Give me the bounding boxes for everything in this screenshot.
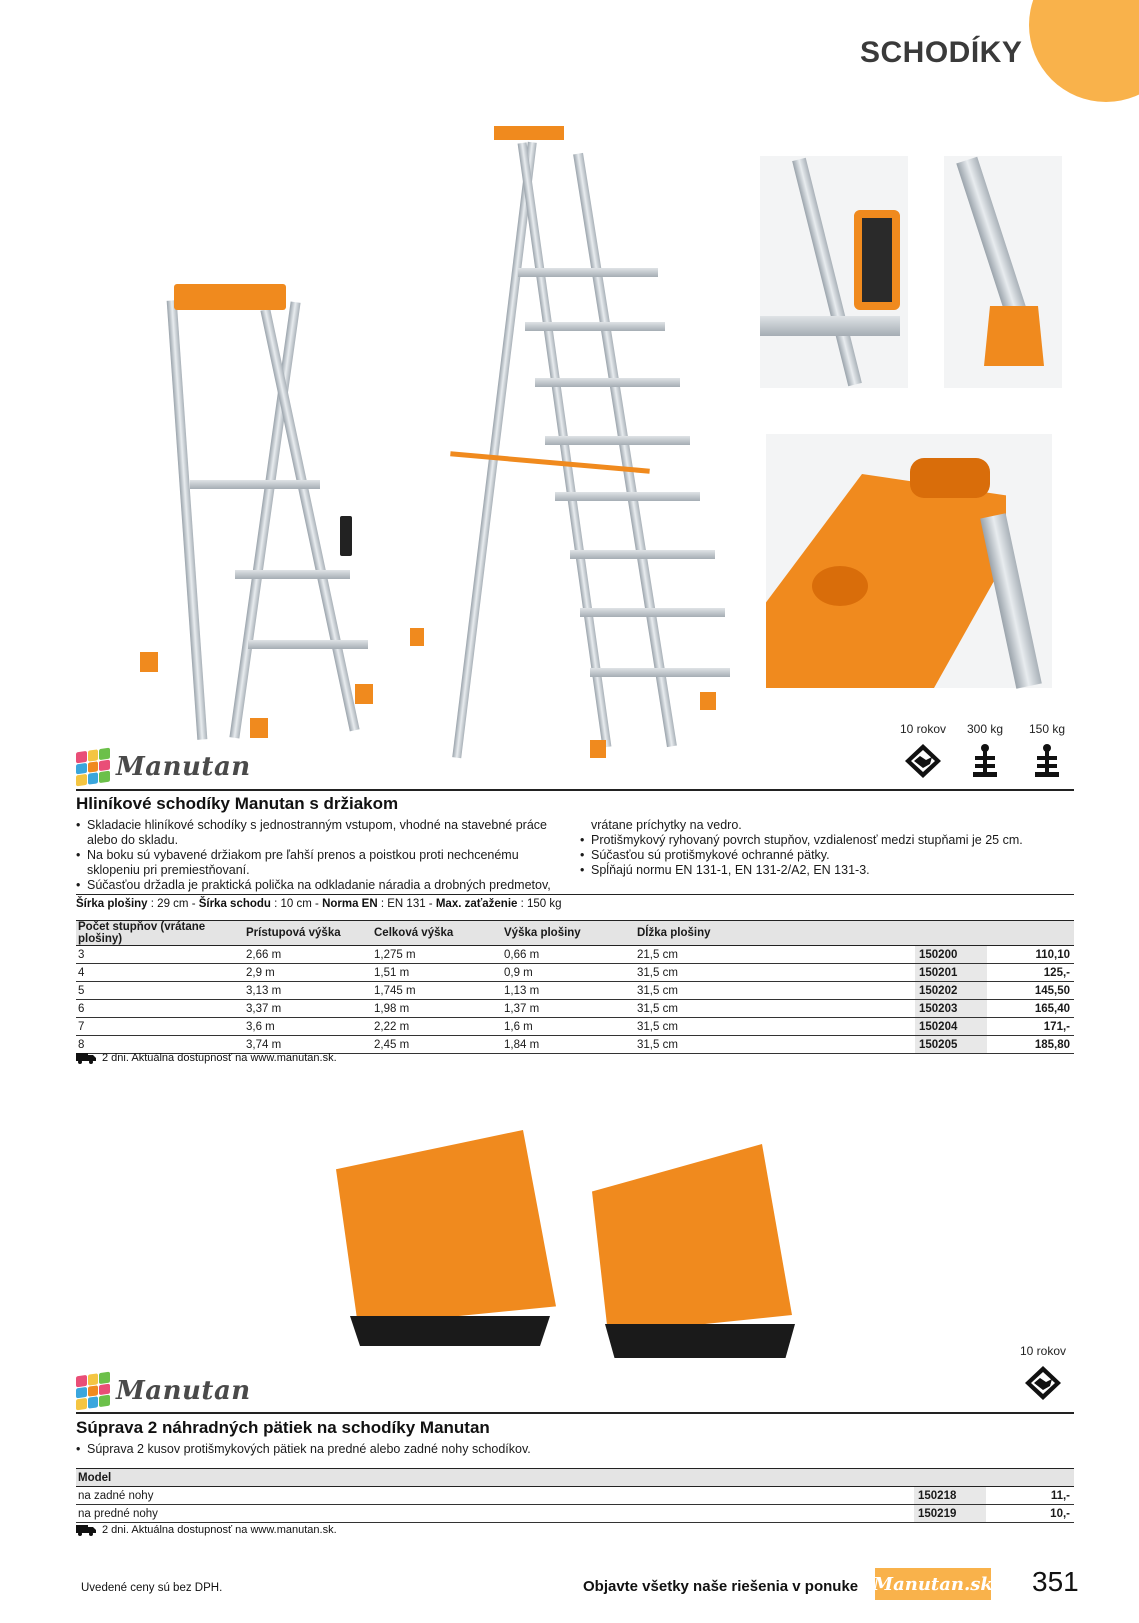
divider-line (76, 894, 1074, 895)
weight-icon (1027, 742, 1067, 780)
table-cell: 3,13 m (244, 982, 372, 1000)
table-cell: 8 (76, 1036, 244, 1054)
manutan-sk-link[interactable]: Manutan.sk (875, 1568, 991, 1600)
ladder-small-photo (140, 280, 400, 760)
product1-table (76, 920, 1074, 1054)
product-code: 150200 (915, 946, 987, 964)
table-cell: 31,5 cm (635, 982, 915, 1000)
col-header-total-height: Celková výška (372, 921, 502, 946)
page-number: 351 (1032, 1566, 1079, 1597)
step-load-badge: 150 kg (1016, 722, 1078, 780)
table-cell: 2,9 m (244, 964, 372, 982)
product-code: 150219 (914, 1505, 986, 1523)
table-cell: 0,66 m (502, 946, 635, 964)
table-cell: 2,66 m (244, 946, 372, 964)
col-header-steps: Počet stupňov (vrátane plošiny) (76, 921, 244, 946)
table-row (76, 1487, 1074, 1505)
table-cell: 0,9 m (502, 964, 635, 982)
manutan-logo: Manutan (76, 750, 251, 784)
col-header-access-height: Prístupová výška (244, 921, 372, 946)
table-row (76, 982, 1074, 1000)
feature-item-continued: vrátane príchytky na vedro. (591, 818, 742, 832)
shelf-detail-photo (766, 434, 1052, 688)
product2-delivery: 2 dni. Aktuálna dostupnosť na www.manutan.sk. (76, 1524, 337, 1536)
max-load-badge: 300 kg (954, 722, 1016, 780)
logo-cube-icon (76, 748, 110, 787)
table-cell: 31,5 cm (635, 964, 915, 982)
product-code: 150218 (914, 1487, 986, 1505)
product-code: 150201 (915, 964, 987, 982)
table-cell: 7 (76, 1018, 244, 1036)
feature-item: • Spĺňajú normu EN 131-1, EN 131-2/A2, EN 131-3. (580, 863, 1070, 878)
table-row (76, 1000, 1074, 1018)
table-header-row (76, 1469, 1074, 1487)
truck-icon (76, 1052, 96, 1064)
product-price: 185,80 (987, 1036, 1074, 1054)
product1-specs: Šírka plošiny : 29 cm - Šírka schodu : 10 cm - Norma EN : EN 131 - Max. zaťaženie : 150 kg (76, 898, 562, 910)
feature-item: • Na boku sú vybavené držiakom pre ľahší prenos a poistkou proti nechcenému (76, 848, 576, 863)
col-header-code (915, 921, 987, 946)
product1-delivery: 2 dni. Aktuálna dostupnosť na www.manutan.sk. (76, 1052, 337, 1064)
table-cell: 3,74 m (244, 1036, 372, 1054)
handshake-icon (903, 742, 943, 780)
table-cell: na zadné nohy (76, 1487, 914, 1505)
product-price: 125,- (987, 964, 1074, 982)
table-cell: 2,22 m (372, 1018, 502, 1036)
product1-title: Hliníkové schodíky Manutan s držiakom (76, 794, 399, 813)
table-row (76, 946, 1074, 964)
table-row (76, 1036, 1074, 1054)
feature-item: • Súčasťou držadla je praktická polička na odkladanie náradia a drobných predmetov, (76, 878, 576, 893)
product1-features-left (76, 818, 576, 893)
table-row (76, 1018, 1074, 1036)
ladder-tall-photo (410, 120, 740, 770)
product-code: 150204 (915, 1018, 987, 1036)
product-code: 150203 (915, 1000, 987, 1018)
replacement-feet-photo (330, 1130, 820, 1366)
table-cell: 3,37 m (244, 1000, 372, 1018)
col-header-price (986, 1469, 1074, 1487)
table-row (76, 964, 1074, 982)
warranty-badge: 10 rokov (892, 722, 954, 780)
table-cell: 1,51 m (372, 964, 502, 982)
col-header-platform-length: Dĺžka plošiny (635, 921, 915, 946)
product-code: 150205 (915, 1036, 987, 1054)
table-cell: 21,5 cm (635, 946, 915, 964)
feature-item: • Protišmykový ryhovaný povrch stupňov, vzdialenosť medzi stupňami je 25 cm. (580, 833, 1070, 848)
table-cell: 1,13 m (502, 982, 635, 1000)
product-price: 110,10 (987, 946, 1074, 964)
product-price: 11,- (986, 1487, 1074, 1505)
col-header-model: Model (76, 1469, 914, 1487)
divider-line (76, 1412, 1074, 1414)
product-price: 10,- (986, 1505, 1074, 1523)
table-cell: 1,745 m (372, 982, 502, 1000)
table-cell: 6 (76, 1000, 244, 1018)
feature-item-continued: sklopeniu pri premiestňovaní. (87, 863, 250, 877)
feature-item-continued: alebo do skladu. (87, 833, 179, 847)
promo-text: Objavte všetky naše riešenia v ponuke (583, 1578, 859, 1595)
product2-table (76, 1468, 1074, 1523)
price-note: Uvedené ceny sú bez DPH. (81, 1582, 223, 1594)
feature-item: • Skladacie hliníkové schodíky s jednostranným vstupom, vhodné na stavebné práce (76, 818, 576, 833)
warranty-badge: 10 rokov (1012, 1344, 1074, 1402)
product1-badges (892, 722, 1078, 780)
foot-detail-photo (944, 156, 1062, 388)
table-cell: 1,37 m (502, 1000, 635, 1018)
table-cell: 1,6 m (502, 1018, 635, 1036)
table-header-row (76, 921, 1074, 946)
page-section-title: SCHODÍKY (860, 36, 1023, 69)
product2-features (76, 1442, 776, 1457)
feature-item: • Súčasťou sú protišmykové ochranné pätky. (580, 848, 1070, 863)
table-cell: na predné nohy (76, 1505, 914, 1523)
table-row (76, 1505, 1074, 1523)
table-cell: 2,45 m (372, 1036, 502, 1054)
table-cell: 3,6 m (244, 1018, 372, 1036)
col-header-code (914, 1469, 986, 1487)
handle-detail-photo (760, 156, 908, 388)
product-price: 145,50 (987, 982, 1074, 1000)
weight-icon (965, 742, 1005, 780)
col-header-price (987, 921, 1074, 946)
table-cell: 4 (76, 964, 244, 982)
divider-line (76, 789, 1074, 791)
product-price: 165,40 (987, 1000, 1074, 1018)
table-cell: 31,5 cm (635, 1000, 915, 1018)
table-cell: 1,98 m (372, 1000, 502, 1018)
col-header-platform-height: Výška plošiny (502, 921, 635, 946)
table-cell: 1,275 m (372, 946, 502, 964)
product1-features-right (580, 818, 1070, 878)
feature-item: • Súprava 2 kusov protišmykových pätiek na predné alebo zadné nohy schodíkov. (76, 1442, 776, 1457)
product2-badges (1012, 1344, 1074, 1402)
product2-title: Súprava 2 náhradných pätiek na schodíky Manutan (76, 1418, 490, 1437)
manutan-logo: Manutan (76, 1374, 251, 1408)
table-cell: 31,5 cm (635, 1018, 915, 1036)
table-cell: 5 (76, 982, 244, 1000)
logo-cube-icon (76, 1372, 110, 1411)
truck-icon (76, 1524, 96, 1536)
table-cell: 1,84 m (502, 1036, 635, 1054)
handshake-icon (1023, 1364, 1063, 1402)
table-cell: 3 (76, 946, 244, 964)
product-code: 150202 (915, 982, 987, 1000)
product-price: 171,- (987, 1018, 1074, 1036)
table-cell: 31,5 cm (635, 1036, 915, 1054)
